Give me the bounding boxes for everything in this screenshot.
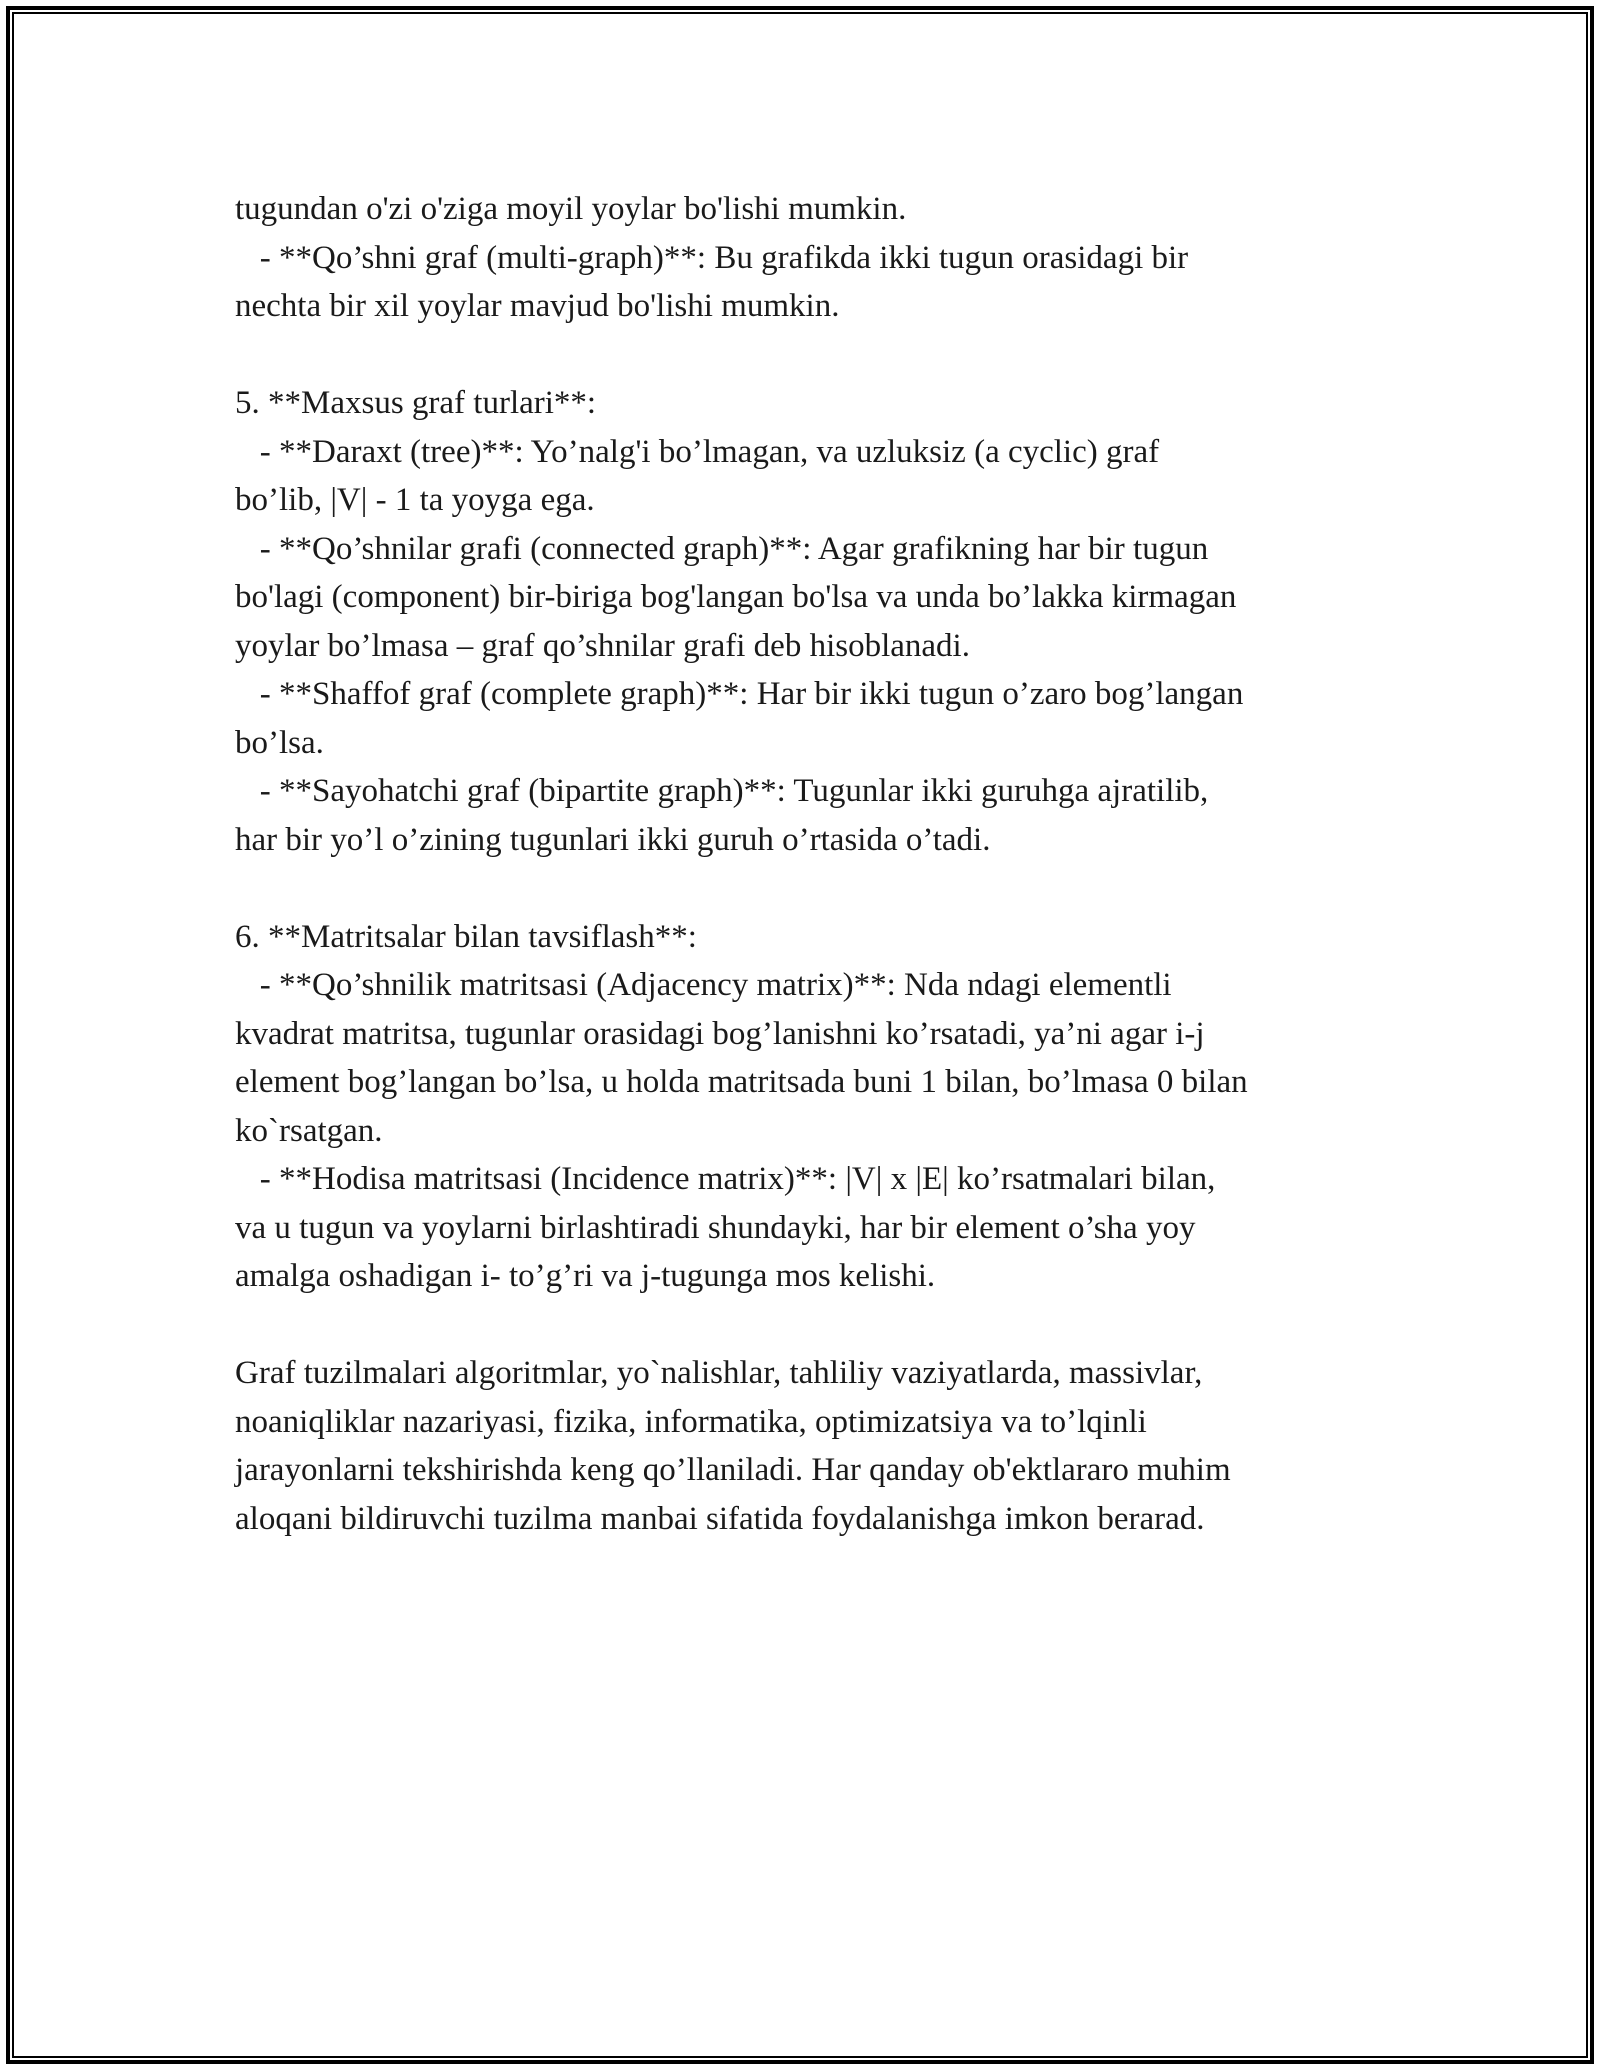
text-line: - **Qo’shnilik matritsasi (Adjacency matrix)**: Nda ndagi elementli [235, 967, 1172, 1003]
text-line: - **Shaffof graf (complete graph)**: Har bir ikki tugun o’zaro bog’langan [235, 676, 1244, 712]
text-line: yoylar bo’lmasa – graf qo’shnilar grafi deb hisoblanadi. [235, 627, 970, 664]
text-line: - **Qo’shnilar grafi (connected graph)**: Agar grafikning har bir tugun [235, 530, 1209, 567]
text-line: kvadrat matritsa, tugunlar orasidagi bog’lanishni ko’rsatadi, ya’ni agar i-j [235, 1015, 1205, 1052]
text-line: - **Sayohatchi graf (bipartite graph)**: Tugunlar ikki guruhga ajratilib, [235, 773, 1209, 809]
text-line: - **Daraxt (tree)**: Yo’nalg'i bo’lmagan, va uzluksiz (a cyclic) graf [235, 433, 1160, 470]
blank-line [235, 331, 1385, 380]
document-body [235, 185, 1385, 1543]
text-line: - **Qo’shni graf (multi-graph)**: Bu grafikda ikki tugun orasidagi bir [235, 239, 1189, 276]
text-line: ko`rsatgan. [235, 1112, 383, 1149]
text-line: element bog’langan bo’lsa, u holda matritsada buni 1 bilan, bo’lmasa 0 bilan [235, 1064, 1248, 1100]
blank-line [235, 1301, 1385, 1350]
text-line: jarayonlarni tekshirishda keng qo’llaniladi. Har qanday ob'ektlararo muhim [235, 1452, 1231, 1488]
text-line: har bir yo’l o’zining tugunlari ikki guruh o’rtasida o’tadi. [235, 821, 991, 858]
text-line: aloqani bildiruvchi tuzilma manbai sifatida foydalanishga imkon berarad. [235, 1500, 1205, 1537]
text-line: nechta bir xil yoylar mavjud bo'lishi mumkin. [235, 288, 840, 324]
text-line: Graf tuzilmalari algoritmlar, yo`nalishlar, tahliliy vaziyatlarda, massivlar, [235, 1355, 1203, 1391]
text-line: bo'lagi (component) bir-biriga bog'langan bo'lsa va unda bo’lakka kirmagan [235, 579, 1237, 615]
section-heading: 5. **Maxsus graf turlari**: [235, 385, 597, 421]
text-line: - **Hodisa matritsasi (Incidence matrix)**: |V| x |E| ko’rsatmalari bilan, [235, 1161, 1216, 1197]
text-line: amalga oshadigan i- to’g’ri va j-tugunga mos kelishi. [235, 1258, 936, 1294]
text-line: bo’lsa. [235, 724, 324, 761]
section-heading: 6. **Matritsalar bilan tavsiflash**: [235, 918, 697, 955]
text-line: tugundan o'zi o'ziga moyil yoylar bo'lishi mumkin. [235, 191, 907, 227]
text-line: bo’lib, |V| - 1 ta yoyga ega. [235, 482, 595, 518]
text-line: noaniqliklar nazariyasi, fizika, informatika, optimizatsiya va to’lqinli [235, 1403, 1147, 1440]
blank-line [235, 864, 1385, 913]
text-line: va u tugun va yoylarni birlashtiradi shundayki, har bir element o’sha yoy [235, 1209, 1196, 1246]
